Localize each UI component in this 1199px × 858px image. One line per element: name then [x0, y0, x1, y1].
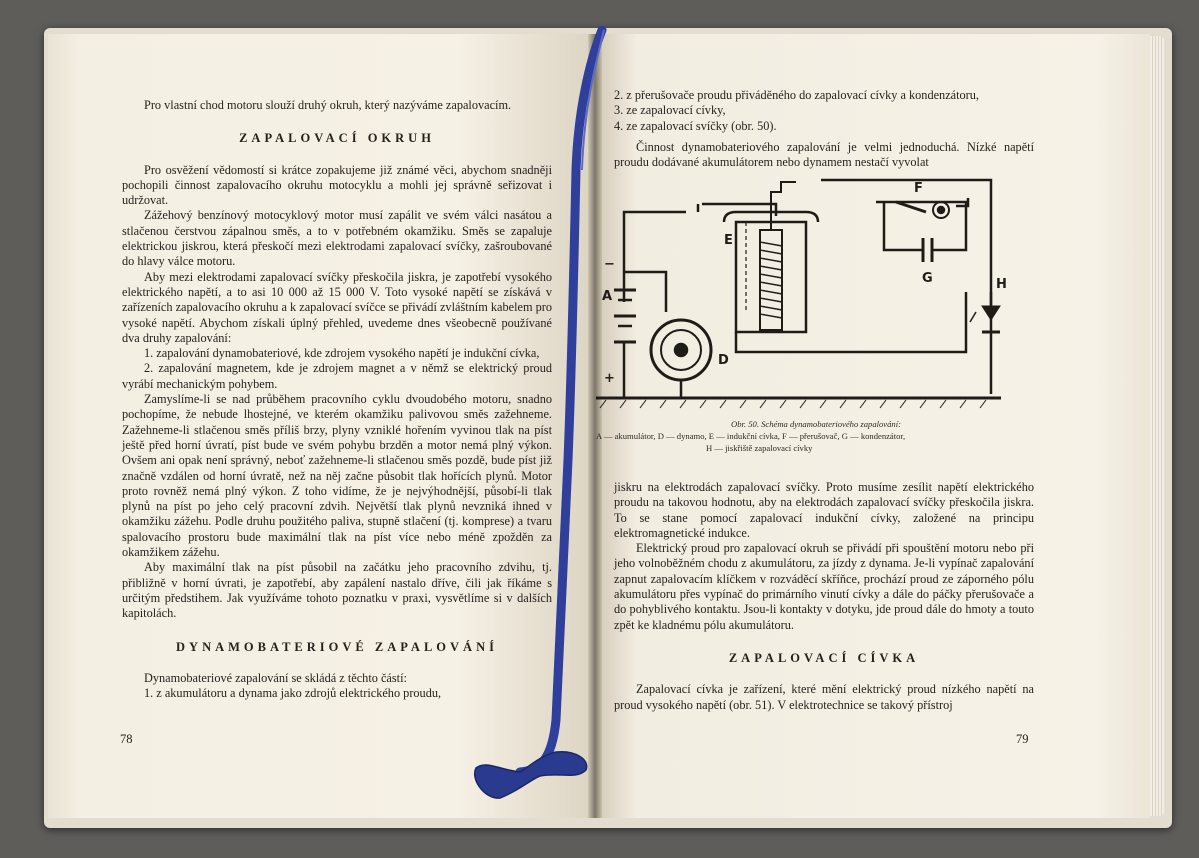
paragraph: Pro osvěžení vědomostí si krátce zopakujeme již známé věci, abychom snadněji pochopili činnost zapalovacího okruhu motocyklu a mohli jej správně seřizovat i udržovat.	[122, 162, 552, 208]
label-plus: +	[604, 371, 615, 386]
paragraph: Aby maximální tlak na píst působil na začátku jeho pracovního zdvihu, tj. přibližně v horní úvrati, je zapotřebí, aby zapálení nastalo dříve, čili jak říkáme s určitým předstihem. Jak využíváme tohoto poznatku v praxi, vysvětlíme si v dalších kapitolách.	[122, 560, 552, 621]
caption-title: Obr. 50. Schéma dynamobateriového zapalování:	[731, 419, 901, 429]
paragraph: Zamyslíme-li se nad průběhem pracovního cyklu dvoudobého motoru, snadno pochopíme, že nebude lhostejné, ve kterém okamžiku palivovou směs zažehneme. Zažehneme-li stlačenou směs příliš brzy, plyny vzniklé hořením vyvinou tlak na píst ještě před horní úvratí, píst bude ve svém pohybu brzděn a motor nemá plný výkon. Ovšem ani opak není správný, neboť zažehneme-li stlačenou směs pozdě, bude píst již značně vzdálen od horní úvratě, než na něj začne působit tlak hořících plynů. Motor proto rovněž nemá plný výkon. Z toho vidíme, že je nejvýhodnější, působí-li tlak plynů na píst po jeho celý pracovní zdvih. Největší tlak plynů nevzniká ihned v okamžiku zážehu. Podle druhu použitého paliva, stupně stlačení (tj. komprese) a tvaru spalovacího prostoru bude maximální tlak na píst více nebo méně zpožděn za okamžikem zážehu.	[122, 392, 552, 560]
ignition-circuit-diagram	[596, 172, 1008, 414]
label-d: D	[718, 353, 729, 368]
heading-zapalovaci-okruh: ZAPALOVACÍ OKRUH	[239, 131, 435, 146]
label-g: G	[922, 271, 933, 286]
right-page-text-bottom	[614, 480, 1034, 713]
page-number-right: 79	[1016, 732, 1029, 746]
list-item: 3. ze zapalovací cívky,	[614, 103, 726, 118]
page-number-left: 78	[120, 732, 133, 746]
paragraph: Aby mezi elektrodami zapalovací svíčky přeskočila jiskra, je zapotřebí vysokého elektrického napětí, a to asi 10 000 až 15 000 V. Toto vysoké napětí se získává v zařízeních zapalovacího okruhu a k zapalovací svíčce se přivádí zvláštním kabelem pro vysoké napětí. Abychom získali úplný přehled, uvedeme dnes všeobecně používané dva druhy zapalování:	[122, 269, 552, 345]
paragraph: Zapalovací cívka je zařízení, které mění elektrický proud nízkého napětí na proud vysokého napětí (obr. 51). V elektrotechnice se takový přístroj	[614, 682, 1034, 712]
paragraph: Dynamobateriové zapalování se skládá z těchto částí:	[144, 670, 407, 685]
paragraph: Zážehový benzínový motocyklový motor musí zapálit ve svém válci nasátou a stlačenou čerstvou zápalnou směs, a to v potřebném okamžiku. Směs se zapaluje elektrickou jiskrou, která přeskočí mezi elektrodami zapalovací svíčky, zašroubované do hlavy válce motoru.	[122, 208, 552, 269]
caption-line: A — akumulátor, D — dynamo, E — indukční cívka, F — přerušovač, G — kondenzátor,	[596, 431, 906, 441]
label-h: H	[996, 277, 1007, 292]
list-item: 1. z akumulátoru a dynama jako zdrojů elektrického proudu,	[144, 686, 442, 701]
list-item: 2. z přerušovače proudu přiváděného do zapalovací cívky a kondenzátoru,	[614, 88, 980, 102]
list-item: 4. ze zapalovací svíčky (obr. 50).	[614, 118, 777, 133]
list-item: 2. zapalování magnetem, kde je zdrojem magnet a v němž se elektrický proud vyrábí mechanickým pohybem.	[122, 361, 552, 391]
right-page-text-top	[614, 88, 1034, 170]
list-item: 1. zapalování dynamobateriové, kde zdrojem vysokého napětí je indukční cívka,	[144, 346, 540, 361]
paragraph: Činnost dynamobateriového zapalování je velmi jednoduchá. Nízké napětí proudu dodávané akumulátorem nebo dynamem nestačí vyvolat	[614, 139, 1034, 170]
heading-dynamobateriove-zapalovani: DYNAMOBATERIOVÉ ZAPALOVÁNÍ	[176, 639, 498, 654]
label-a: A	[602, 289, 613, 304]
caption-line: H — jiskřiště zapalovací cívky	[706, 443, 813, 453]
figure-caption	[596, 418, 1036, 454]
left-page-text	[122, 98, 552, 701]
paragraph: jiskru na elektrodách zapalovací svíčky. Proto musíme zesílit napětí elektrického proudu na takovou hodnotu, aby na elektrodách zapalovací svíčky přeskočila jiskra. To se stane pomocí zapalovací indukční cívky, založené na principu elektromagnetické indukce.	[614, 480, 1034, 540]
heading-zapalovaci-civka: ZAPALOVACÍ CÍVKA	[728, 650, 920, 665]
label-f: F	[914, 181, 923, 196]
paragraph: Elektrický proud pro zapalovací okruh se přivádí při spouštění motoru nebo při jeho volnoběžném chodu z akumulátoru, za jízdy z dynama. Je-li vypínač zapalování zapnut zapalovacím klíčkem v rozváděcí skříňce, prochází proud ze záporného pólu akumulátoru přes vypínač do primárního vinutí cívky a dále do páčky přerušovače a do pohyblivého kontaktu. Jsou-li kontakty v dotyku, jde proud dále do hmoty a touto zpět ke kladnému pólu akumulátoru.	[614, 541, 1034, 632]
label-minus: −	[604, 257, 615, 272]
intro-paragraph: Pro vlastní chod motoru slouží druhý okruh, který nazýváme zapalovacím.	[144, 98, 512, 112]
label-e: E	[724, 233, 733, 248]
